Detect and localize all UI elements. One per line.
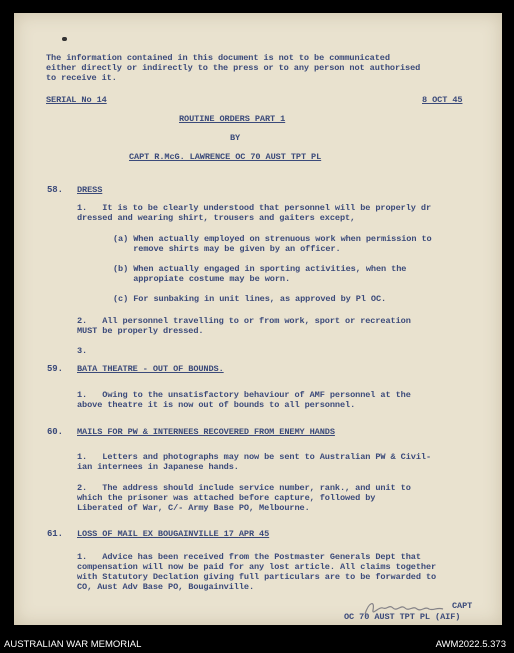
section-61-line-4: CO, Aust Adv Base PO, Bougainville. [77,582,254,592]
document-date: 8 OCT 45 [422,95,463,105]
section-59-line-1: 1. Owing to the unsatisfactory behaviour of AMF personnel at the [77,390,411,400]
section-60-number: 60. [47,427,63,437]
author-line: CAPT R.McG. LAWRENCE OC 70 AUST TPT PL [129,152,322,162]
serial-number: SERIAL No 14 [46,95,107,105]
section-58-item-c: (c) For sunbaking in unit lines, as approved by Pl OC. [113,294,387,304]
section-60-para2-2: which the prisoner was attached before capture, followed by [77,493,376,503]
section-58-item-b-2: appropiate costume may be worn. [113,274,290,284]
section-58-item-a-1: (a) When actually employed on strenuous work when permission to [113,234,432,244]
section-58-line-1: 1. It is to be clearly understood that personnel will be properly dr [77,203,431,213]
section-61-heading: LOSS OF MAIL EX BOUGAINVILLE 17 APR 45 [77,529,270,539]
section-58-para3: 3. [77,346,88,356]
section-61-line-3: with Statutory Declation giving full particulars are to be forwarded to [77,572,437,582]
footer-accession-number: AWM2022.5.373 [435,639,506,650]
document-page [14,13,502,625]
notice-line-1: The information contained in this document is not to be communicated [46,53,390,63]
section-61-line-2: compensation will now be paid for any lost article. All claims together [77,562,437,572]
section-60-line-1: 1. Letters and photographs may now be sent to Australian PW & Civil- [77,452,431,462]
signature-unit: OC 70 AUST TPT PL (AIF) [344,612,461,622]
section-60-para2-3: Liberated of War, C/- Army Base PO, Melbourne. [77,503,310,513]
section-61-line-1: 1. Advice has been received from the Postmaster Generals Dept that [77,552,421,562]
section-58-para2-1: 2. All personnel travelling to or from work, sport or recreation [77,316,411,326]
document-title: ROUTINE ORDERS PART 1 [179,114,286,124]
archive-footer [0,636,514,653]
notice-line-3: to receive it. [46,73,117,83]
section-59-line-2: above theatre it is now out of bounds to all personnel. [77,400,356,410]
section-60-line-2: ian internees in Japanese hands. [77,462,239,472]
section-59-number: 59. [47,364,63,374]
section-60-para2-1: 2. The address should include service number, rank., and unit to [77,483,411,493]
section-58-item-b-1: (b) When actually engaged in sporting activities, when the [113,264,407,274]
signature-rank: CAPT [452,601,473,611]
ink-spot [62,37,67,41]
by-line: BY [230,133,241,143]
section-59-heading: BATA THEATRE - OUT OF BOUNDS. [77,364,224,374]
section-58-line-2: dressed and wearing shirt, trousers and gaiters except, [77,213,356,223]
notice-line-2: either directly or indirectly to the press or to any person not authorised [46,63,421,73]
section-58-heading: DRESS [77,185,103,195]
footer-institution: AUSTRALIAN WAR MEMORIAL [4,639,142,650]
section-60-heading: MAILS FOR PW & INTERNEES RECOVERED FROM ENEMY HANDS [77,427,335,437]
section-58-para2-2: MUST be properly dressed. [77,326,204,336]
section-58-number: 58. [47,185,63,195]
section-58-item-a-2: remove shirts may be given by an officer. [113,244,341,254]
section-61-number: 61. [47,529,63,539]
